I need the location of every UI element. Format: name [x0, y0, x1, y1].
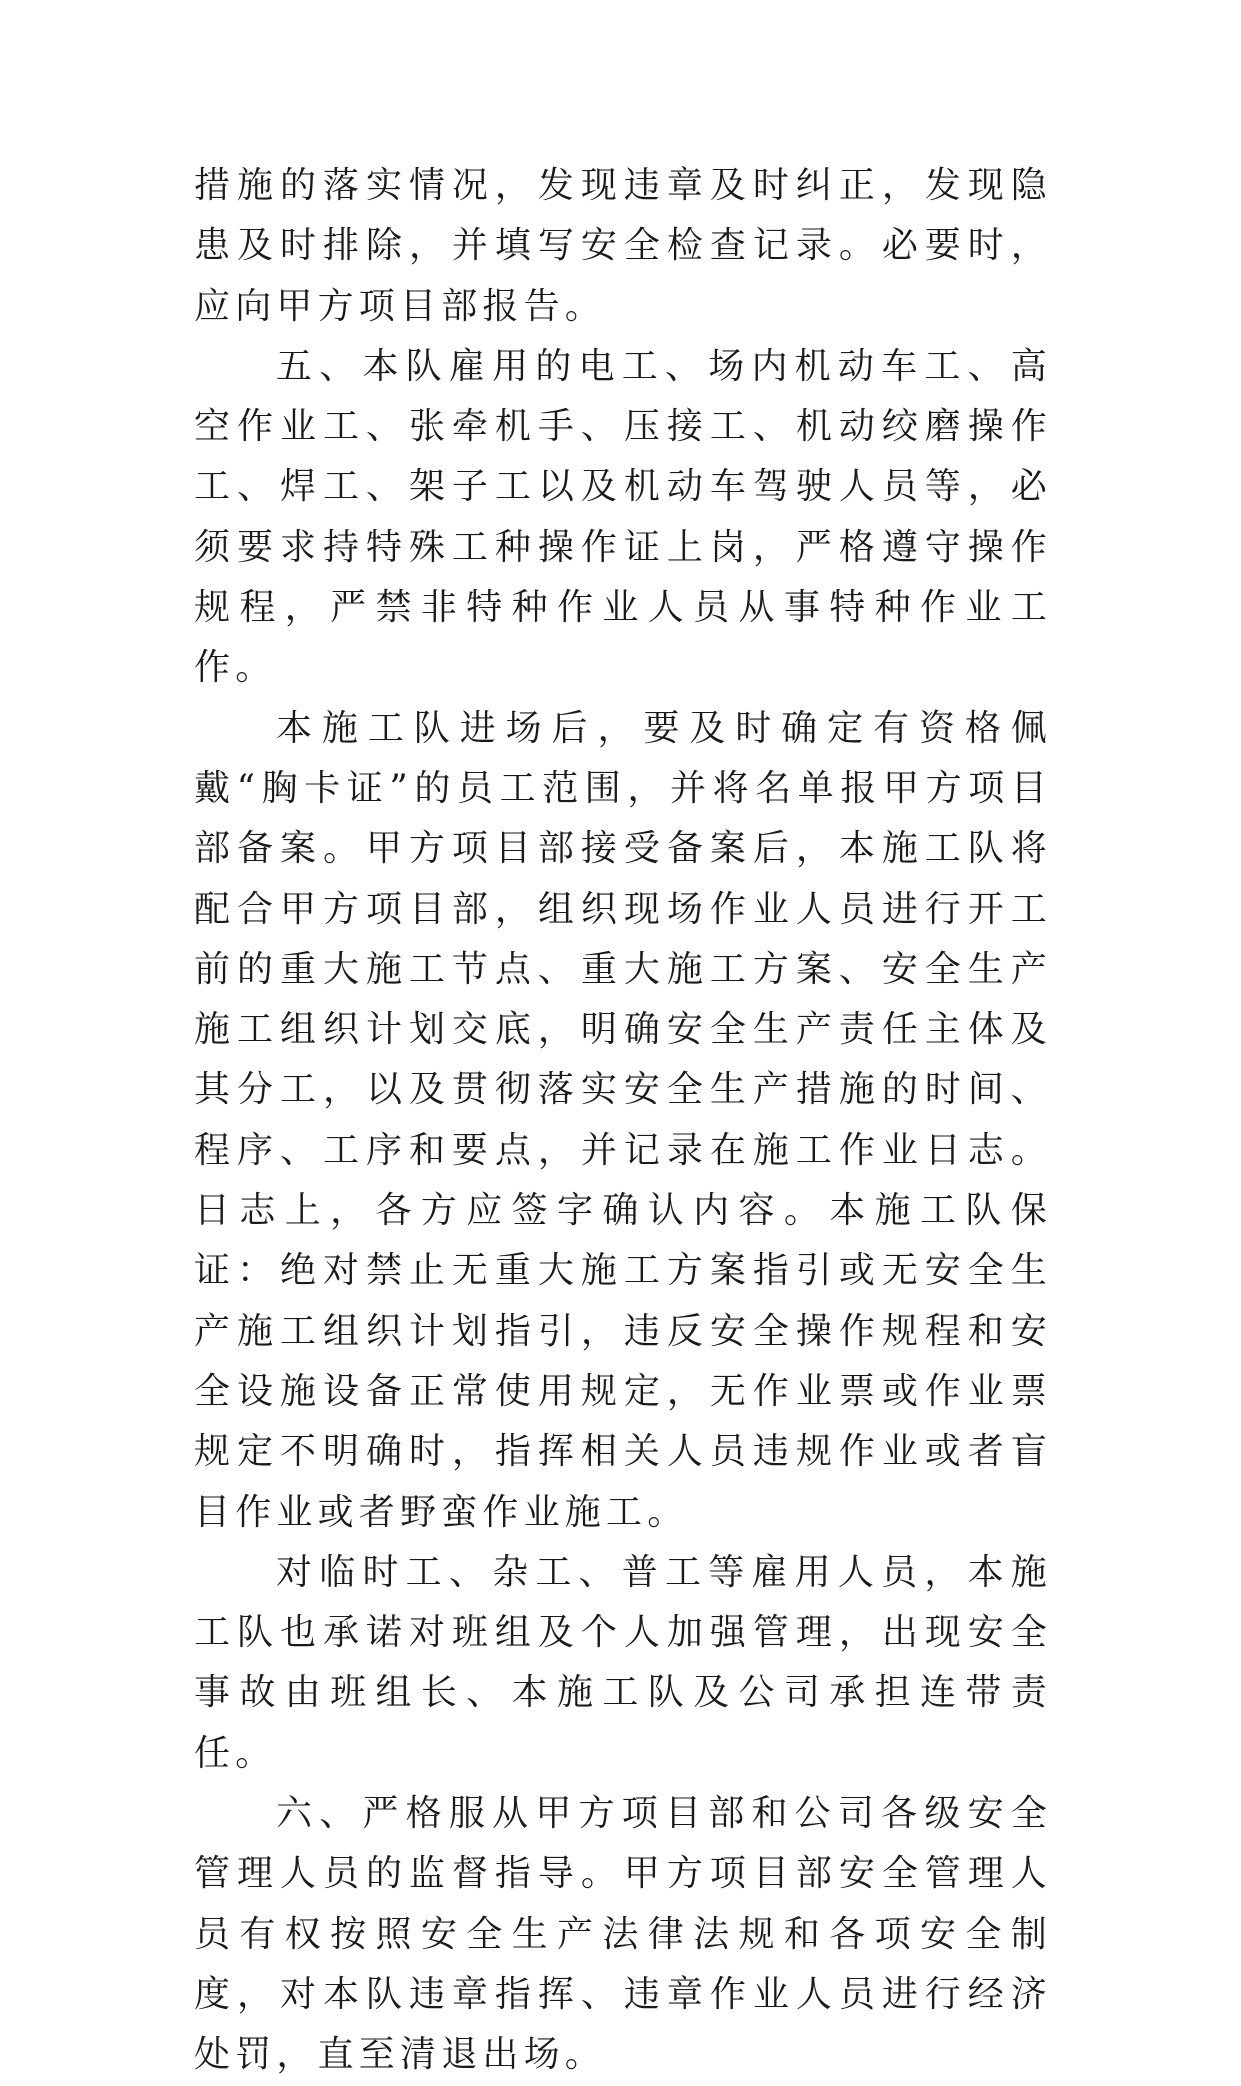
document-body: [194, 156, 1052, 2086]
paragraph-measures-continuation: 措施的落实情况，发现违章及时纠正，发现隐患及时排除，并填写安全检查记录。必要时，应向甲方项目部报告。: [194, 165, 1052, 327]
paragraph-item-five-special-workers: 五、本队雇用的电工、场内机动车工、高空作业工、张牵机手、压接工、机动绞磨操作工、焊工、架子工以及机动车驾驶人员等，必须要求持特殊工种操作证上岗，严格遵守操作规程，严禁非特种作业人员从事特种作业工作。: [194, 345, 1052, 689]
paragraph-chest-card-and-briefing: 本施工队进场后，要及时确定有资格佩戴“胸卡证”的员工范围，并将名单报甲方项目部备案。甲方项目部接受备案后，本施工队将配合甲方项目部，组织现场作业人员进行开工前的重大施工节点、重大施工方案、安全生产施工组织计划交底，明确安全生产责任主体及其分工，以及贯彻落实安全生产措施的时间、程序、工序和要点，并记录在施工作业日志。日志上，各方应签字确认内容。本施工队保证：绝对禁止无重大施工方案指引或无安全生产施工组织计划指引，违反安全操作规程和安全设施设备正常使用规定，无作业票或作业票规定不明确时，指挥相关人员违规作业或者盲目作业或者野蛮作业施工。: [194, 707, 1052, 1533]
paragraph-temporary-workers: 对临时工、杂工、普工等雇用人员，本施工队也承诺对班组及个人加强管理，出现安全事故由班组长、本施工队及公司承担连带责任。: [194, 1551, 1052, 1774]
paragraph-item-six-supervision: 六、严格服从甲方项目部和公司各级安全管理人员的监督指导。甲方项目部安全管理人员有权按照安全生产法律法规和各项安全制度，对本队违章指挥、违章作业人员进行经济处罚，直至清退出场。: [194, 1793, 1052, 2076]
